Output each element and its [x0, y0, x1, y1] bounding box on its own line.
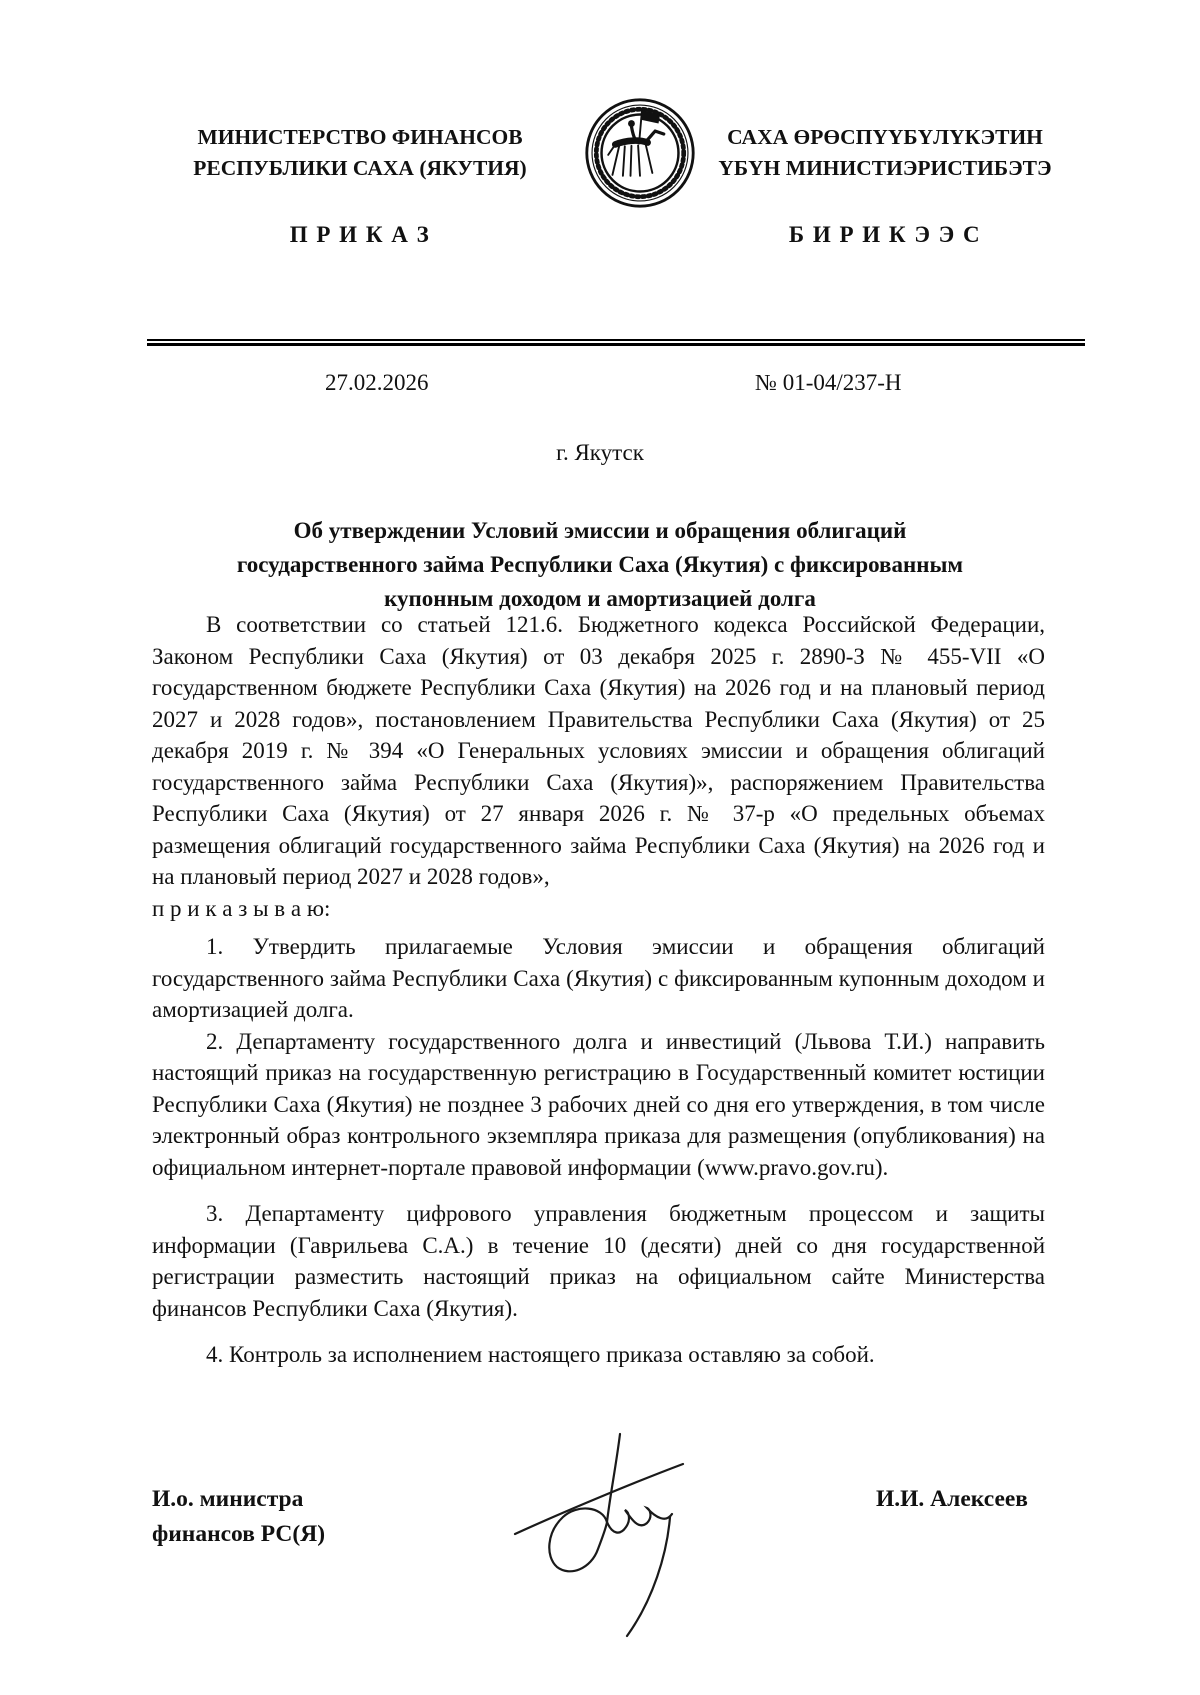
order-title-line3: купонным доходом и амортизацией долга [384, 586, 816, 611]
decree-word: п р и к а з ы в а ю: [152, 895, 331, 921]
order-body [152, 609, 1045, 1371]
order-date: 27.02.2026 [325, 370, 429, 395]
order-item-3: 3. Департаменту цифрового управления бюджетным процессом и защиты информации (Гаврильева С.А.) в течение 10 (десяти) дней со дня государственной регистрации разместить настоящий приказ на официальном сайте Министерства финансов Республики Саха (Якутия). [152, 1201, 1045, 1321]
signer-name: И.И. Алексеев [876, 1486, 1028, 1512]
signer-position-line1: И.о. министра [152, 1486, 304, 1512]
order-number: № 01-04/237-Н [755, 370, 902, 395]
ministry-name-russian-line1: МИНИСТЕРСТВО ФИНАНСОВ [197, 125, 523, 149]
ministry-name-sakha [700, 122, 1070, 184]
intro-paragraph: В соответствии со статьей 121.6. Бюджетного кодекса Российской Федерации, Законом Республики Саха (Якутия) от 03 декабря 2025 г. 2890-З № 455-VII «О государственном бюджете Республики Саха (Якутия) на 2026 год и на плановый период 2027 и 2028 годов», постановлением Правительства Республики Саха (Якутия) от 25 декабря 2019 г. № 394 «О Генеральных условиях эмиссии и обращения облигаций государственного займа Республики Саха (Якутия)», распоряжением Правительства Республики Саха (Якутия) от 27 января 2026 г. № 37-р «О предельных объемах размещения облигаций государственного займа Республики Саха (Якутия) на 2026 год и на плановый период 2027 и 2028 годов», [152, 612, 1045, 889]
doc-type-birikees: Б И Р И К Э Э С [788, 222, 982, 247]
ministry-name-russian-line2: РЕСПУБЛИКИ САХА (ЯКУТИЯ) [193, 156, 527, 180]
order-title [0, 514, 1200, 616]
ministry-name-sakha-line2: ҮБҮН МИНИСТИЭРИСТИБЭТЭ [718, 156, 1052, 180]
sakha-coat-of-arms-icon [583, 96, 697, 210]
order-item-4: 4. Контроль за исполнением настоящего приказа оставляю за собой. [206, 1342, 875, 1367]
order-item-2: 2. Департаменту государственного долга и инвестиций (Львова Т.И.) направить настоящий приказ на государственную регистрацию в Государственный комитет юстиции Республики Саха (Якутия) не позднее 3 рабочих дней со дня его утверждения, в том числе электронный образ контрольного экземпляра приказа для размещения (опубликования) на официальном интернет-портале правовой информации (www.pravo.gov.ru). [152, 1028, 1045, 1180]
ministry-name-russian [140, 122, 580, 184]
handwritten-signature [505, 1422, 705, 1642]
order-item-1: 1. Утвердить прилагаемые Условия эмиссии и обращения облигаций государственного займа Республики Саха (Якутия) с фиксированным купонным доходом и амортизацией долга. [152, 934, 1045, 1022]
ministry-name-sakha-line1: САХА ӨРӨСПҮҮБҮЛҮКЭТИН [727, 125, 1043, 149]
signer-position-line2: финансов РС(Я) [152, 1521, 326, 1547]
doc-type-prikaz: П Р И К А З [289, 222, 431, 247]
order-title-line1: Об утверждении Условий эмиссии и обращения облигаций [293, 518, 907, 543]
signer-position [152, 1482, 325, 1552]
city-line: г. Якутск [556, 440, 644, 465]
order-title-line2: государственного займа Республики Саха (Якутия) с фиксированным [236, 552, 964, 577]
header-divider-rule [147, 339, 1085, 346]
